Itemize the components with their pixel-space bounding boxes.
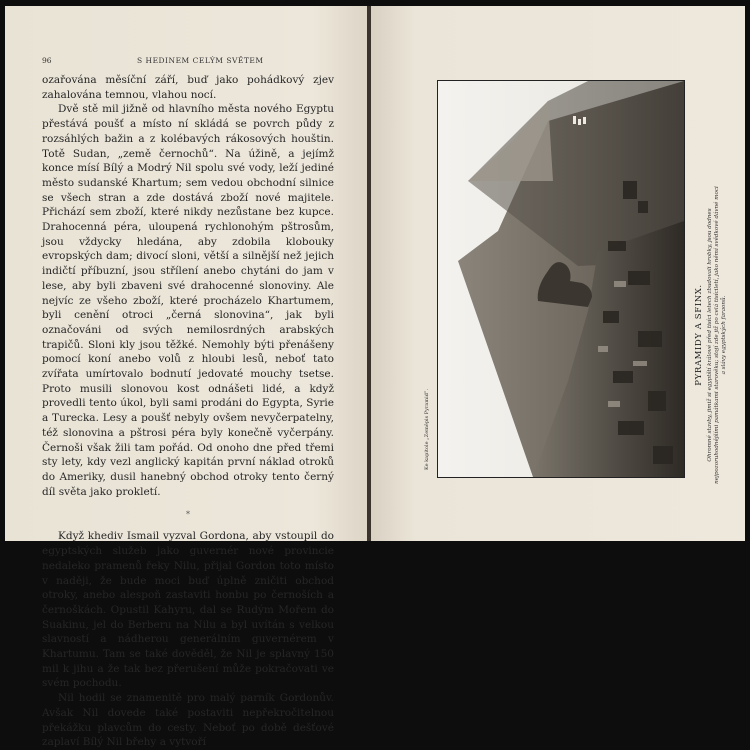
paragraph: ozařována měsíční září, buď jako pohádkový zjev zahalována temnou, vlahou nocí. [42,74,334,101]
photo-credit: Ke kapitole „Zeměpis Pyramid“. [424,388,430,470]
photo-illustration [438,81,684,477]
caption-title: PYRAMIDY A SFINX. [694,284,704,386]
page-number: 96 [42,56,52,65]
page-header [42,56,332,68]
caption-body: Ohromné stavby, jimiž si egyptští králové před tisíci letech zbudovali hrobky, jsou dodnes nejpozoruhodnějšími památkami starověku; stojí zde již po celá tisíciletí, jako němí svědkové dávné moci a slávy egyptských faraonů. [707,186,728,484]
left-page [5,6,367,749]
paragraph: Nil hodil se znamenitě pro malý parník Gordonův. Avšak Nil dovede také postaviti nepřekročitelnou překážku plavcům do cesty. Neboť po době dešťové zaplaví Bílý Nil břehy a vytvoří [42,692,334,749]
running-head: S HEDINEM CELÝM SVĚTEM [137,56,264,65]
paragraph: Když khediv Ismail vyzval Gordona, aby vstoupil do egyptských služeb jako guvernér nové provincie nedaleko pramenů řeky Nilu, přijal Gordon toto místo v naději, že bude moci buď úplně zničiti obchod otroky, anebo alespoň zastaviti honbu po černoších a černoškách. Opustil Kahyru, dal se Rudým Mořem do Suakinu, jel do Berberu na Nilu a byl uvítán s velkou slavností a nádherou generálním guvernérem v Khartumu. Tam se také dověděl, že Nil je splavný 150 mil k jihu a že tak bez přerušení může pokračovati ve svém pochodu. [42,530,334,690]
body-text [42,73,334,750]
section-ornament: * [186,510,190,520]
paragraph: Dvě stě mil jižně od hlavního města nového Egyptu přestává poušť a místo ní skládá se povrch půdy z rozsáhlých bažin a z kolébavých rákosových houštin. Totě Sudan, „země černochů“. Na úžině, a jejímž konce mísí Bílý a Modrý Nil spolu své vody, leží jediné město sudanské Khartum; sem vedou obchodní silnice se všech stran a zde dostává zboží nové majitele. Přichází sem zboží, které nikdy nezůstane bez kupce. Drahocenná péra, uloupená rychlonohým pštrosům, jsou vždycky hledána, aby zdobila klobouky evropských dam; divocí sloni, větší a silnější než jejich indičtí příbuzní, jsou střílení anebo chytáni do jam v lese, aby byli zbaveni své drahocenné slonoviny. Ale nejvíc ze všeho zboží, které procházelo Khartumem, byli cenění otroci „černá slonovina“, jak byli označováni od svých nemilosrdných arabských trapičů. Sloni kly jsou těžké. Nemohly býti přenášeny pomocí koní anebo volů z hloubi lesů, neboť tato zvířata umírtovalo bodnutí jedovaté mouchy tsetse. Proto musili slonovou kost odnášeti lidé, a když provedli tento úkol, byli sami prodáni do Egypta, Syrie a Turecka. Lesy a poušť nebyly ovšem nevyčerpatelny, též slonovina a pštrosi péra byly konečně vyčerpány. Černoši však žili tam pořád. Od onoho dne před třemi sty lety, kdy vezl anglický kapitán první náklad otroků do Ameriky, dusil hanebný obchod otroky tento černý díl světa jako prokletí. [42,103,334,498]
pyramids-sphinx-photo [437,80,685,478]
photo-caption [694,185,729,485]
